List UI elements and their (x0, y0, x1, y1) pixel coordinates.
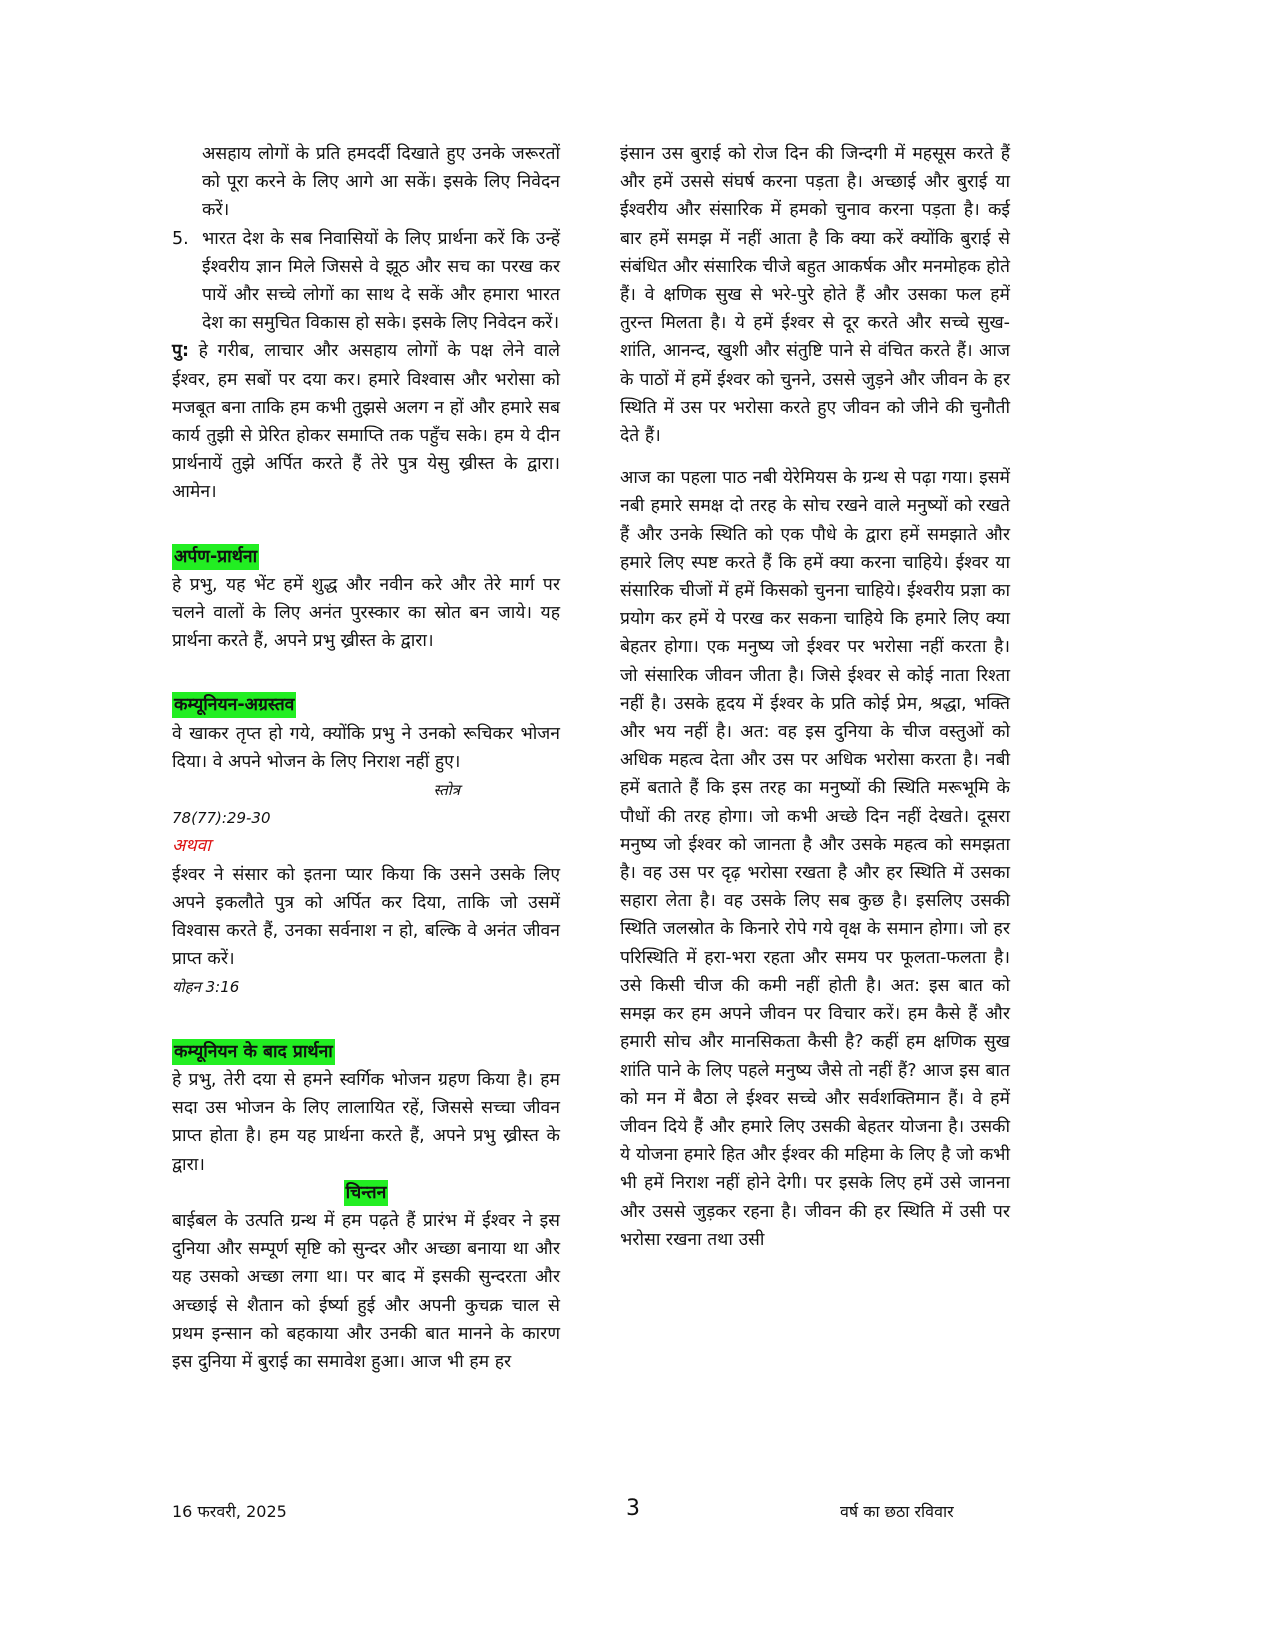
or-label: अथवा (172, 836, 211, 857)
offertory-text: हे प्रभु, यह भेंट हमें शुद्ध और नवीन करे और तेरे मार्ग पर चलने वालों के लिए अनंत पुरस्कार का स्रोत बन जाये। यह प्रार्थना करते हैं, अपने प्रभु ख्रीस्त के द्वारा। (172, 574, 560, 652)
post-communion-heading: कम्यूनियन के बाद प्रार्थना (172, 1039, 335, 1065)
footer-page-number: 3 (626, 1496, 640, 1521)
intercession-5-number: 5. (172, 228, 189, 249)
psalm-reference: 78(77):29-30 (172, 809, 271, 828)
reflection-heading: चिन्तन (344, 1180, 389, 1206)
offertory-heading: अर्पण-प्रार्थना (172, 544, 259, 570)
intercession-5-text: भारत देश के सब निवासियों के लिए प्रार्थना करें कि उन्हें ईश्वरीय ज्ञान मिले जिससे वे झूठ और सच का परख कर पायें और सच्चे लोगों का साथ दे सकें और हमारा भारत देश का समुचित विकास हो सके। इसके लिए निवेदन करें। (202, 228, 560, 334)
alternate-antiphon-reference: योहन 3:16 (172, 978, 240, 997)
intercession-4-continuation: असहाय लोगों के प्रति हमदर्दी दिखाते हुए उनके जरूरतों को पूरा करने के लिए आगे आ सकें। इसके लिए निवेदन करें। (202, 144, 560, 221)
closing-prayer-label: पु: (172, 341, 189, 362)
right-column (620, 140, 1010, 1254)
reflection-text: बाईबल के उत्पति ग्रन्थ में हम पढ़ते हैं प्रारंभ में ईश्वर ने इस दुनिया और सम्पूर्ण सृष्टि को सुन्दर और अच्छा बनाया था और यह उसको अच्छा लगा था। पर बाद में इसकी सुन्दरता और अच्छाई से शैतान को ईर्ष्या हुई और अपनी कुचक्र चाल से प्रथम इन्सान को बहकाया और उनकी बात मानने के कारण इस दुनिया में बुराई का समावेश हुआ। आज भी हम हर (172, 1210, 560, 1372)
intercession-5 (172, 225, 560, 338)
closing-prayer (172, 337, 560, 506)
post-communion-text: हे प्रभु, तेरी दया से हमने स्वर्गिक भोजन ग्रहण किया है। हम सदा उस भोजन के लिए लालायित रहें, जिससे सच्चा जीवन प्राप्त होता है। हम यह प्रार्थना करते हैं, अपने प्रभु ख्रीस्त के द्वारा। (172, 1069, 560, 1175)
footer-title: वर्ष का छठा रविवार (840, 1502, 954, 1521)
communion-antiphon-heading: कम्यूनियन-अग्रस्तव (172, 692, 296, 718)
left-column (172, 140, 560, 1376)
closing-prayer-text: हे गरीब, लाचार और असहाय लोगों के पक्ष लेने वाले ईश्वर, हम सबों पर दया कर। हमारे विश्वास और भरोसा को मजबूत बना ताकि हम कभी तुझसे अलग न हों और हमारे सब कार्य तुझी से प्रेरित होकर समाप्ति तक पहुँच सके। हम ये दीन प्रार्थनायें तुझे अर्पित करते हैं तेरे पुत्र येसु ख्रीस्त के द्वारा। आमेन। (172, 341, 560, 503)
alternate-antiphon-text: ईश्वर ने संसार को इतना प्यार किया कि उसने उसके लिए अपने इकलौते पुत्र को अर्पित कर दिया, ताकि जो उसमें विश्वास करते हैं, उनका सर्वनाश न हो, बल्कि वे अनंत जीवन प्राप्त करें। (172, 864, 560, 970)
reflection-paragraph-1: इंसान उस बुराई को रोज दिन की जिन्दगी में महसूस करते हैं और हमें उससे संघर्ष करना पड़ता है। अच्छाई और बुराई या ईश्वरीय और संसारिक में हमको चुनाव करना पड़ता है। कई बार हमें समझ में नहीं आता है कि क्या करें क्योंकि बुराई से संबंधित और संसारिक चीजे बहुत आकर्षक और मनमोहक होते हैं। वे क्षणिक सुख से भरे-पुरे होते हैं और उसका फल हमें तुरन्त मिलता है। ये हमें ईश्वर से दूर करते और सच्चे सुख-शांति, आनन्द, खुशी और संतुष्टि पाने से वंचित करते हैं। आज के पाठों में हमें ईश्वर को चुनने, उससे जुड़ने और जीवन के हर स्थिति में उस पर भरोसा करते हुए जीवन को जीने की चुनौती देते हैं। (620, 144, 1010, 447)
communion-antiphon-text: वे खाकर तृप्त हो गये, क्योंकि प्रभु ने उनको रूचिकर भोजन दिया। वे अपने भोजन के लिए निराश नहीं हुए। (172, 723, 560, 772)
psalm-label: स्तोत्र (433, 781, 460, 800)
reflection-paragraph-2: आज का पहला पाठ नबी येरेमियस के ग्रन्थ से पढ़ा गया। इसमें नबी हमारे समक्ष दो तरह के सोच रखने वाले मनुष्यों को रखते हैं और उनके स्थिति को एक पौधे के द्वारा हमें समझाते और हमारे लिए स्पष्ट करते हैं कि हमें क्या करना चाहिये। ईश्वर या संसारिक चीजों में हमें किसको चुनना चाहिये। ईश्वरीय प्रज्ञा का प्रयोग कर हमें ये परख कर सकना चाहिये कि हमारे लिए क्या बेहतर होगा। एक मनुष्य जो ईश्वर पर भरोसा नहीं करता है। जो संसारिक जीवन जीता है। जिसे ईश्वर से कोई नाता रिश्ता नहीं है। उसके हृदय में ईश्वर के प्रति कोई प्रेम, श्रद्धा, भक्ति और भय नहीं है। अत: वह इस दुनिया के चीज वस्तुओं को अधिक महत्व देता और उस पर अधिक भरोसा करता है। नबी हमें बताते हैं कि इस तरह का मनुष्यों की स्थिति मरूभूमि के पौधों की तरह होगा। जो कभी अच्छे दिन नहीं देखते। दूसरा मनुष्य जो ईश्वर को जानता है और उसके महत्व को समझता है। वह उस पर दृढ़ भरोसा रखता है और हर स्थिति में उसका सहारा लेता है। वह उसके लिए सब कुछ है। इसलिए उसकी स्थिति जलस्रोत के किनारे रोपे गये वृक्ष के समान होगा। जो हर परिस्थिति में हरा-भरा रहता और समय पर फूलता-फलता है। उसे किसी चीज की कमी नहीं होती है। अत: इस बात को समझ कर हम अपने जीवन पर विचार करें। हम कैसे हैं और हमारी सोच और मानसिकता कैसी है? कहीं हम क्षणिक सुख शांति पाने के लिए पहले मनुष्य जैसे तो नहीं हैं? आज इस बात को मन में बैठा ले ईश्वर सच्चे और सर्वशक्तिमान हैं। वे हमें जीवन दिये हैं और हमारे लिए उसकी बेहतर योजना है। उसकी ये योजना हमारे हित और ईश्वर की महिमा के लिए है जो कभी भी हमें निराश नहीं होने देगी। पर इसके लिए हमें उसे जानना और उससे जुड़कर रहना है। जीवन की हर स्थिति में उसी पर भरोसा रखना तथा उसी (620, 468, 1010, 1250)
footer-date: 16 फरवरी, 2025 (172, 1502, 287, 1521)
